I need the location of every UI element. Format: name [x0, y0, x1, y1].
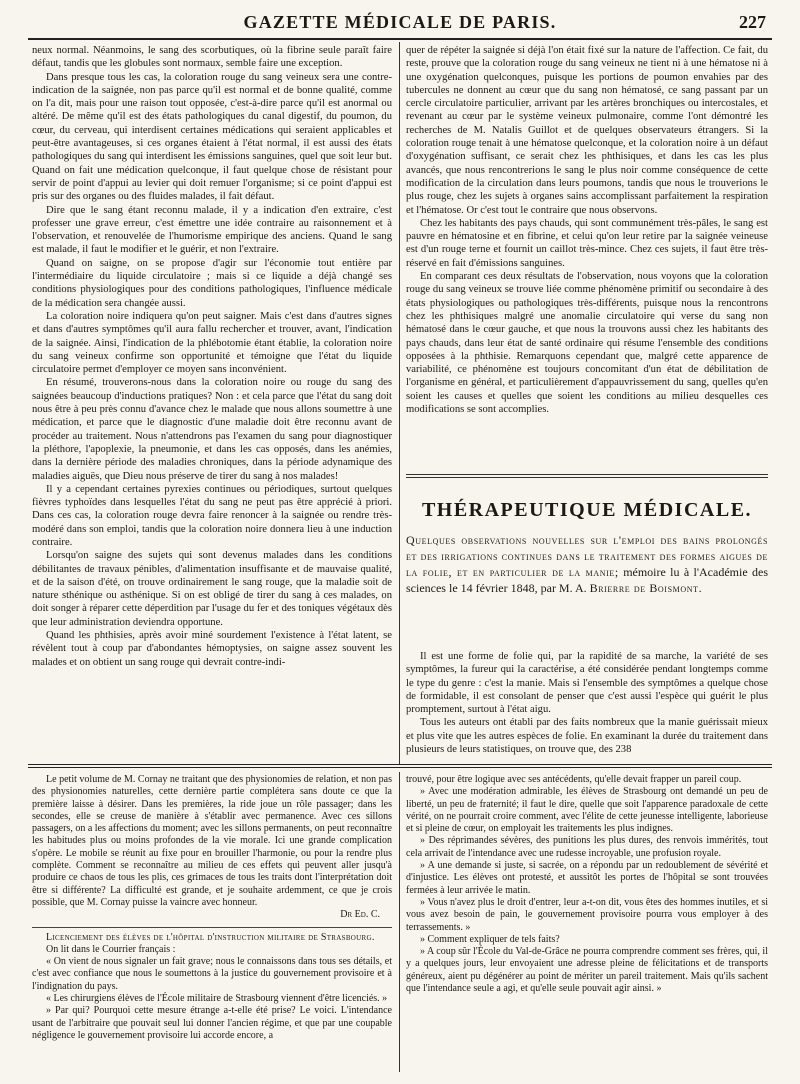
section-rule: [406, 474, 768, 475]
memoire-topic: Quelques observations nouvelles sur l'emploi des bains prolongés et des irrigations continues dans le traitement des formes aigues de la folie, et en particulier de la manie;: [406, 533, 768, 579]
news-heading: Licenciement des élèves de l'hôpital d'instruction militaire de Strasbourg.: [46, 931, 375, 943]
paragraph: En résumé, trouverons-nous dans la coloration noire ou rouge du sang des saignées beaucoup d'inductions pratiques? Non : et cela parce que l'état du sang doit nous être à peu près connu d'avance chez le malade que nous allons soumettre à une médication, et parce que le diagnostic d'une maladie doit être reconnu avant de procéder au traitement. Nous n'attendrons pas l'examen du sang pour diagnostiquer la pléthore, l'apoplexie, la pneumonie, et dans les cas opposés, dans les anémies, dans la dernière période des maladies chroniques, dans la période adynamique des maladies aiguës, que Dieu nous préserve de tirer du sang à nos malades!: [32, 377, 392, 482]
section-title: THÉRAPEUTIQUE MÉDICALE.: [421, 499, 753, 521]
header-rule: [28, 38, 772, 40]
page-number: 227: [739, 12, 766, 32]
paragraph: La coloration noire indiquera qu'on peut saigner. Mais c'est dans d'autres signes et dans d'autres symptômes qu'il aura fallu rechercher et trouver, avant, l'indication de la saignée. Ainsi, l'indication de la phlébotomie étant établie, la coloration noire du sang veineux confirme son opportunité et témoigne que l'état du liquide circulatoire permet d'employer ce moyen sans inconvénient.: [32, 310, 392, 376]
column-separator: [399, 42, 400, 764]
paragraph: Il est une forme de folie qui, par la rapidité de sa marche, la variété de ses symptômes, la fureur qui la caractérise, a été considérée pendant longtemps comme le type du genre : c'est la manie. Mais si l'ensemble des symptômes a quelque chose de formidable, il est consolant de penser que c'est aussi l'espèce qui guérit le plus promptement, surtout à l'état aigu.: [406, 651, 768, 716]
journal-title: GAZETTE MÉDICALE DE PARIS.: [243, 12, 557, 32]
paragraph: » Par qui? Pourquoi cette mesure étrange a-t-elle été prise? Le voici. L'intendance usant de l'arbitraire que pouvait seul lui donner l'ancien régime, et que par une coupable négligence le gouvernement provisoire lui accorde encore, a: [32, 1005, 392, 1041]
paragraph: Quand les phthisies, après avoir miné sourdement l'existence à l'état latent, se révèlent tout à coup par d'abondantes hémoptysies, on saigne assez souvent les malades et on obtient un sang rouge qui devrait contre-indi-: [32, 630, 392, 668]
paragraph: Lorsqu'on saigne des sujets qui sont devenus malades dans les conditions débilitantes de travaux pénibles, d'alimentation insuffisante et de mauvaise qualité, et de la saison d'été, on trouve ordinairement le sang rouge, que la maladie soit de nature sthénique ou asthénique. Si on est obligé de tirer du sang à ces malades, on doit songer à réparer cette déperdition par l'usage du fer et des toniques végétaux dès que leur administration deviendra opportune.: [32, 550, 392, 628]
paragraph: Quand on saigne, on se propose d'agir sur l'économie tout entière par l'intermédiaire du liquide circulatoire ; mais si ce liquide a déjà changé ses conditions physiologiques pour des conditions pathologiques, l'influence médicale de la médication sera changée aussi.: [32, 257, 392, 309]
right-column: [406, 44, 768, 464]
section-rule: [406, 477, 768, 478]
paragraph: En comparant ces deux résultats de l'observation, nous voyons que la coloration rouge du sang veineux se trouve liée comme phénomène primitif ou secondaire à des états physiologiques ou pathologiques très-différents, puisque nous la rencontrons chez les phthisiques malgré une anomalie circulatoire qui verse du sang non hématosé dans le cœur gauche, et que nous la trouvons aussi chez les habitants des pays chauds, dans leur état de santé ordinaire qui résume l'ensemble des conditions opposées à la phthisie. Remarquons cependant que, malgré cette apparence de variabilité, ce phénomène est toujours concomitant d'un état de débilitation de l'organisme en général, et particulièrement d'appauvrissement du sang, quelles qu'en soient les causes et quelles que soient les conditions au milieu desquelles ces modifications se sont accomplies.: [406, 271, 768, 416]
paragraph: « Les chirurgiens élèves de l'École militaire de Strasbourg viennent d'être licenciés. »: [46, 993, 388, 1005]
divider: [32, 927, 392, 928]
paragraph: Il y a cependant certaines pyrexies continues ou périodiques, surtout quelques fièvres typhoïdes dans lesquelles l'état du sang ne peut pas être apprécié à priori. Dans ces cas, la coloration rouge devra faire renoncer à la saignée ou rendre très-modéré dans son emploi, tandis que la coloration noire donnera lieu à une induction contraire.: [32, 483, 392, 548]
paragraph: On lit dans le Courrier français :: [46, 943, 176, 955]
column-separator: [399, 772, 400, 1072]
therapeutique-body: [406, 650, 768, 760]
paragraph: quer de répéter la saignée si déjà l'on était fixé sur la nature de l'affection. Ce fait, du reste, prouve que la coloration rouge du sang veineux ne tient ni à une hématose ni à une oxygénation quelconques, puisque les portions de poumon envahies par des tubercules ne donnent au cœur que du sang non hématosé, ce sang passant par un cercle circulatoire particulier, arrivant par les artères bronchiques ou intercostales, et revenant au cœur par le système veineux pulmonaire, comme l'ont démontré les recherches de M. Natalis Guillot et de quelques observateurs étrangers. Si la coloration rouge tenait à une hématose quelconque, et la coloration noire à un défaut d'oxygénation suffisant, ce serait chez les phthisiques, et dans les cas les plus avancés, que nous rencontrerions le sang le plus noir comme conséquence de cette modification de la circulation dans leurs poumons, tandis que nous le trouverions le plus rouge, chez les sujets à organes sains accomplissant parfaitement la respiration et l'hématose. Or c'est tout le contraire que nous observons.: [406, 45, 768, 216]
memoire-heading: [406, 532, 768, 596]
paragraph: » Vous n'avez plus le droit d'entrer, leur a-t-on dit, vous êtes des hommes inutiles, et si vous avez besoin de pain, le gouvernement provisoire pourra vous employer à des terrassements. »: [406, 896, 768, 933]
paragraph: Dire que le sang étant reconnu malade, il y a indication d'en extraire, c'est professer une grave erreur, c'est émettre une idée contraire au raisonnement et à l'observation, et renouvelée de l'humorisme empirique des anciens. Quand le sang est malade, il faut le modifier et le guérir, et non l'extraire.: [32, 204, 392, 256]
paragraph: » Des réprimandes sévères, des punitions les plus dures, des renvois immérités, tout cela arrivait de l'intendance avec une rudesse incroyable, une profusion royale.: [406, 835, 768, 859]
memoire-author: Brierre de Boismont.: [589, 581, 703, 595]
paragraph: Dans presque tous les cas, la coloration rouge du sang veineux sera une contre-indication de la saignée, non pas parce qu'il est normal et de bonne qualité, comme on l'a dit, mais pour une raison tout opposée, c'est-à-dire parce qu'il est anormal ou altéré. De même qu'il est des états pathologiques du canal digestif, du poumon, du cœur, du cerveau, qui interdisent certaines médications qui seraient applicables et peut-être avantageuses, si ces organes étaient à l'état normal, il est aussi des états pathologiques du sang qui interdisent les émissions sanguines, quel que soit leur but. Quand on fait une médication quelconque, il faut quelque chose de résistant pour servir de point d'appui au levier qui doit remuer l'organisme; si ce point d'appui est pris sur des organes ou des fluides malades, il fait défaut.: [32, 71, 392, 203]
feuilleton-rule: [28, 767, 772, 768]
memoire-reference: mémoire lu à l'Académie des sciences le 14 février 1848, par M. A.: [406, 565, 768, 595]
paragraph: » A coup sûr l'École du Val-de-Grâce ne pourra comprendre comment ses frères, qui, il y a quelques jours, leur envoyaient une adresse pleine de félicitations et de transports généreux, aient pu dégénérer au point de mériter un pareil traitement. Mais qu'ils sachent que l'intendance seule a agi, et qu'elle seule pouvait agir ainsi. »: [406, 946, 768, 995]
left-column: [32, 44, 392, 760]
paragraph: Tous les auteurs ont établi par des faits nombreux que la manie guérissait mieux et plus vite que les autres espèces de folie. En examinant la durée du traitement dans plusieurs de leurs statistiques, on trouve que, des 238: [406, 717, 768, 756]
page-header: [0, 12, 800, 38]
signature: Dr Ed. C.: [340, 909, 380, 921]
feuilleton-left: [32, 774, 392, 1072]
paragraph: Le petit volume de M. Cornay ne traitant que des physionomies de relation, et non pas des physionomies naturelles, cette dernière partie complétera sans doute ce que la première laisse à désirer. Dans les premières, la ride joue un rôle passager; dans les secondes, elle se creuse de manière à s'établir avec permanence. Avec ces sillons passagers, on a les affections du moment; avec les sillons permanents, on peut reconnaître les habitudes plus ou moins profondes de la vie morale. Ici une grande complication s'opère. Le mobile se réunit au fixe pour en brouiller l'harmonie, ou pour la rendre plus complète. Comment se reconnaître au milieu de ces effets qui peuvent aller jusqu'à produire ce chaos de tous les plis, ces grimaces de tous les traits dont l'interprétation doit être si différente? La difficulté est grande, et je souhaite ardemment, ce que je crois possible, que M. Cornay puisse la vaincre avec honneur.: [32, 774, 392, 908]
feuilleton-right: [406, 774, 768, 1072]
paragraph: » Avec une modération admirable, les élèves de Strasbourg ont demandé un peu de liberté, un peu de fraternité; il faut le dire, quelle que soit l'apparence paradoxale de cette vérité, on ne pourrait croire comment, avec l'élite de cette jeunesse intelligente, laborieuse et si pleine de cœur, on employait les traitements les plus indignes.: [406, 786, 768, 835]
paragraph: » Comment expliquer de tels faits?: [420, 933, 560, 945]
paragraph: neux normal. Néanmoins, le sang des scorbutiques, où la fibrine seule paraît faire défaut, tandis que les globules sont normaux, semble faire une exception.: [32, 45, 392, 70]
paragraph: » A une demande si juste, si sacrée, on a répondu par un redoublement de sévérité et d'injustice. Les élèves ont protesté, et aussitôt les portes de l'hôpital se sont trouvées fermées à leur arrivée le matin.: [406, 860, 768, 896]
paragraph: Chez les habitants des pays chauds, qui sont communément très-pâles, le sang est pauvre en hématosine et en fibrine, et celui qu'on leur retire par la saignée veineuse est d'un rouge terne et fournit un caillot très-mince. Chez ces sujets, il faut être très-réservé en fait d'émissions sanguines.: [406, 217, 768, 269]
feuilleton-rule: [28, 764, 772, 765]
paragraph: trouvé, pour être logique avec ses antécédents, qu'elle devait frapper un pareil coup.: [406, 774, 742, 785]
paragraph: « On vient de nous signaler un fait grave; nous le connaissons dans tous ses détails, et c'est avec confiance que nous le soumettons à la justice du gouvernement provisoire et à l'indignation du pays.: [32, 956, 392, 992]
